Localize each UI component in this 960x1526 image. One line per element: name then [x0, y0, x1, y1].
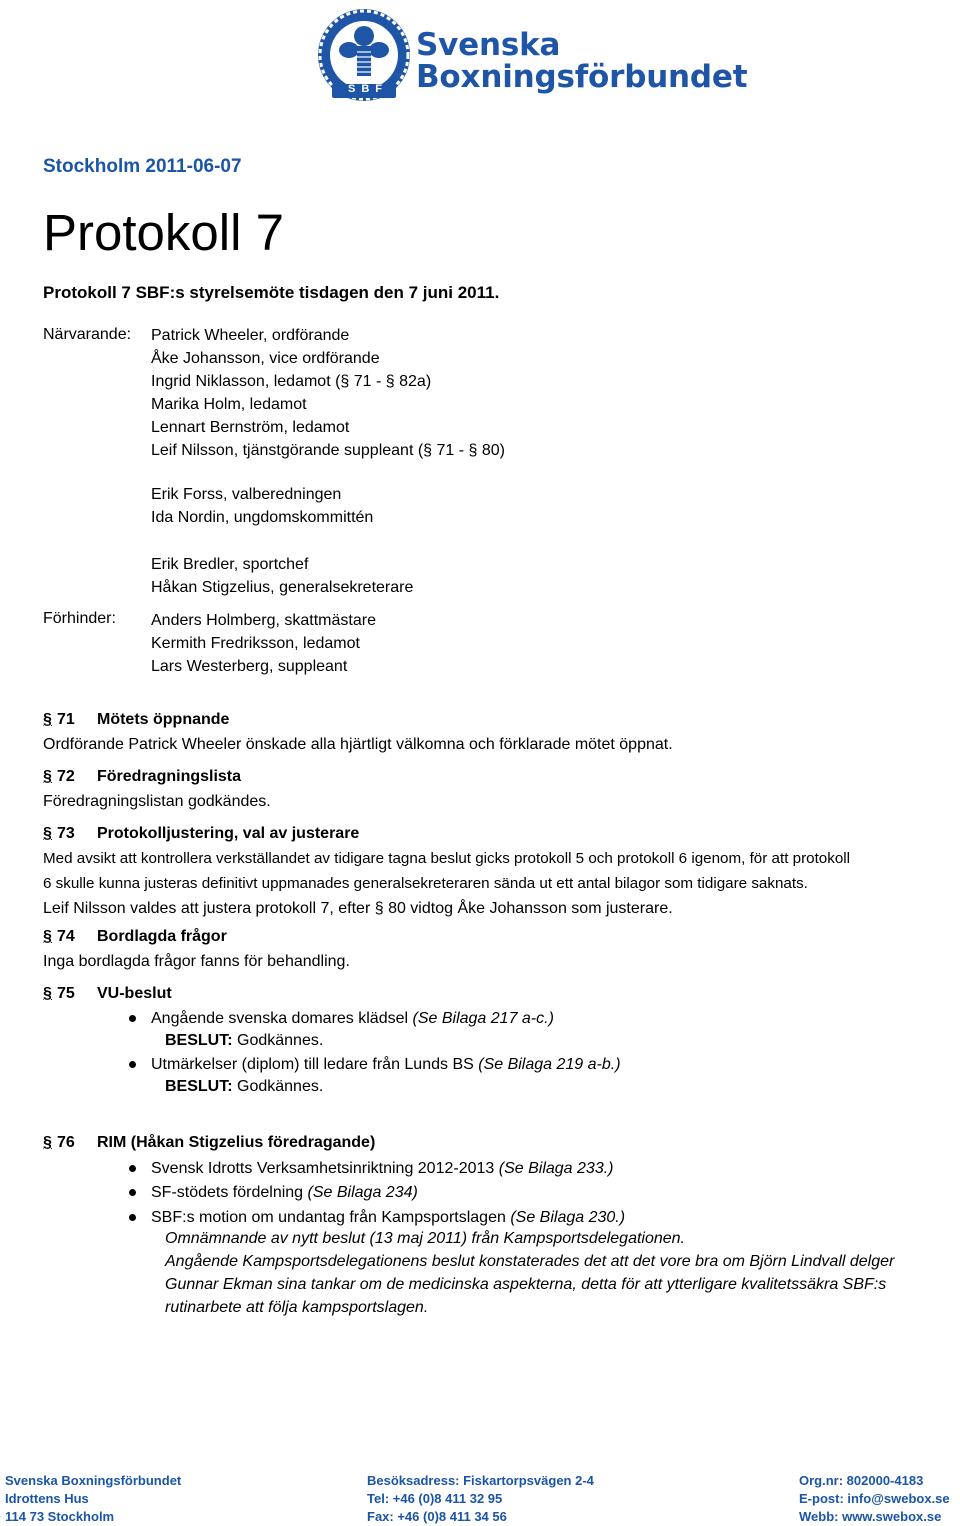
bullet-icon: [129, 1189, 136, 1196]
paragraph-symbol: §: [43, 768, 52, 785]
section-title: Bordlagda frågor: [97, 928, 227, 945]
paragraph-symbol: §: [43, 928, 52, 945]
section-73-text: [43, 846, 850, 921]
item-text: Svensk Idrotts Verksamhetsinriktning 2012-2013: [151, 1160, 499, 1177]
footer-line: 114 73 Stockholm: [5, 1509, 115, 1524]
list-item: [151, 1180, 418, 1205]
paragraph-symbol: §: [43, 825, 52, 842]
section-71-heading: [43, 711, 229, 729]
bullet-icon: [129, 1015, 136, 1022]
item-ref: (Se Bilaga 230.): [510, 1209, 626, 1226]
attendee: Lennart Bernström, ledamot: [151, 419, 350, 436]
decision-text: Godkännes.: [232, 1032, 324, 1049]
decision-line: [165, 1028, 323, 1053]
attendee: Ingrid Niklasson, ledamot (§ 71 - § 82a): [151, 373, 432, 390]
attendees-group-1: [151, 324, 505, 462]
section-74-text: Inga bordlagda frågor fanns för behandling.: [43, 953, 350, 970]
paragraph-symbol: §: [43, 985, 52, 1002]
attendee: Ida Nordin, ungdomskommittén: [151, 509, 374, 526]
decision-label: BESLUT:: [165, 1078, 233, 1095]
footer-col-contact: [367, 1472, 594, 1526]
page-title: Protokoll 7: [43, 204, 284, 261]
note-line: Omnämnande av nytt beslut (13 maj 2011) från Kampsportsdelegationen.: [165, 1230, 685, 1247]
footer-line: Svenska Boxningsförbundet: [5, 1473, 182, 1488]
section-72-heading: [43, 768, 241, 786]
section-76-notes: [165, 1227, 894, 1319]
item-text: SBF:s motion om undantag från Kampsportslagen: [151, 1209, 511, 1226]
item-ref: (Se Bilaga 233.): [498, 1160, 614, 1177]
section-number: 73: [57, 825, 75, 842]
footer-line: Idrottens Hus: [5, 1491, 89, 1506]
list-item: [151, 1156, 613, 1181]
note-line: Gunnar Ekman sina tankar om de medicinska aspekterna, detta för att ytterligare kvalitetssäkra SBF:s: [165, 1276, 887, 1293]
org-name-line2: Boxningsförbundet: [416, 59, 748, 95]
bullet-icon: [129, 1165, 136, 1172]
item-ref: (Se Bilaga 219 a-b.): [478, 1056, 621, 1073]
item-ref: (Se Bilaga 234): [307, 1184, 418, 1201]
absent-list: [151, 609, 376, 678]
date-line: Stockholm 2011-06-07: [43, 156, 242, 177]
section-76-heading: [43, 1134, 375, 1152]
section-title: Föredragningslista: [97, 768, 242, 785]
text-line: Med avsikt att kontrollera verkställandet av tidigare tagna beslut gicks protokoll 5 och protokoll 6 igenom, för att protokoll: [43, 850, 851, 867]
paragraph-symbol: §: [43, 711, 52, 728]
attendee: Håkan Stigzelius, generalsekreterare: [151, 579, 414, 596]
section-title: RIM (Håkan Stigzelius föredragande): [97, 1134, 376, 1151]
item-ref: (Se Bilaga 217 a-c.): [412, 1010, 554, 1027]
footer-line: Fax: +46 (0)8 411 34 56: [367, 1509, 507, 1524]
section-title: VU-beslut: [97, 985, 172, 1002]
paragraph-symbol: §: [43, 1134, 52, 1151]
section-title: Mötets öppnande: [97, 711, 230, 728]
item-text: SF-stödets fördelning: [151, 1184, 308, 1201]
attendee: Marika Holm, ledamot: [151, 396, 307, 413]
org-logo: [316, 6, 748, 106]
attendee: Åke Johansson, vice ordförande: [151, 350, 380, 367]
section-number: 72: [57, 768, 75, 785]
section-71-text: Ordförande Patrick Wheeler önskade alla hjärtligt välkomna och förklarade mötet öppnat.: [43, 736, 673, 753]
note-line: Angående Kampsportsdelegationens beslut konstaterades det att det vore bra om Björn Lindvall delger: [165, 1253, 895, 1270]
decision-label: BESLUT:: [165, 1032, 233, 1049]
section-number: 75: [57, 985, 75, 1002]
attendees-group-3: [151, 553, 413, 599]
attendee: Leif Nilsson, tjänstgörande suppleant (§ 71 - § 80): [151, 442, 505, 459]
note-line: rutinarbete att följa kampsportslagen.: [165, 1299, 429, 1316]
present-label: Närvarande:: [43, 326, 132, 343]
absentee: Kermith Fredriksson, ledamot: [151, 635, 360, 652]
attendee: Patrick Wheeler, ordförande: [151, 327, 350, 344]
footer-email-link[interactable]: E-post: info@swebox.se: [799, 1491, 950, 1506]
seal-text: SBF: [348, 83, 388, 95]
decision-text: Godkännes.: [232, 1078, 324, 1095]
section-number: 71: [57, 711, 75, 728]
section-number: 76: [57, 1134, 75, 1151]
footer-col-organization: [5, 1472, 181, 1526]
section-number: 74: [57, 928, 75, 945]
bullet-icon: [129, 1061, 136, 1068]
item-text: Angående svenska domares klädsel: [151, 1010, 413, 1027]
footer-web-link[interactable]: Webb: www.swebox.se: [799, 1509, 942, 1524]
section-74-heading: [43, 928, 227, 946]
text-line: Leif Nilsson valdes att justera protokoll 7, efter § 80 vidtog Åke Johansson som justerare.: [43, 900, 673, 917]
footer-line: Besöksadress: Fiskartorpsvägen 2-4: [367, 1473, 594, 1488]
absent-label: Förhinder:: [43, 610, 116, 627]
org-name-line1: Svenska: [416, 27, 561, 63]
text-line: 6 skulle kunna justeras definitivt uppmanades generalsekreteraren sända ut ett antal bilagor som tidigare saknats.: [43, 875, 808, 892]
section-72-text: Föredragningslistan godkändes.: [43, 793, 271, 810]
footer-col-web: [799, 1472, 950, 1526]
absentee: Anders Holmberg, skattmästare: [151, 612, 376, 629]
section-75-heading: [43, 985, 172, 1003]
section-75-list: [151, 1006, 851, 1106]
attendee: Erik Forss, valberedningen: [151, 486, 342, 503]
footer-line: Org.nr: 802000-4183: [799, 1473, 924, 1488]
section-76-list: [151, 1156, 951, 1326]
footer-line: Tel: +46 (0)8 411 32 95: [367, 1491, 503, 1506]
attendee: Erik Bredler, sportchef: [151, 556, 309, 573]
decision-line: [165, 1074, 323, 1099]
item-text: Utmärkelser (diplom) till ledare från Lunds BS: [151, 1056, 479, 1073]
section-73-heading: [43, 825, 359, 843]
attendees-group-2: [151, 483, 373, 529]
section-title: Protokolljustering, val av justerare: [97, 825, 360, 842]
absentee: Lars Westerberg, suppleant: [151, 658, 348, 675]
bullet-icon: [129, 1214, 136, 1221]
page-subtitle: Protokoll 7 SBF:s styrelsemöte tisdagen den 7 juni 2011.: [43, 283, 500, 302]
